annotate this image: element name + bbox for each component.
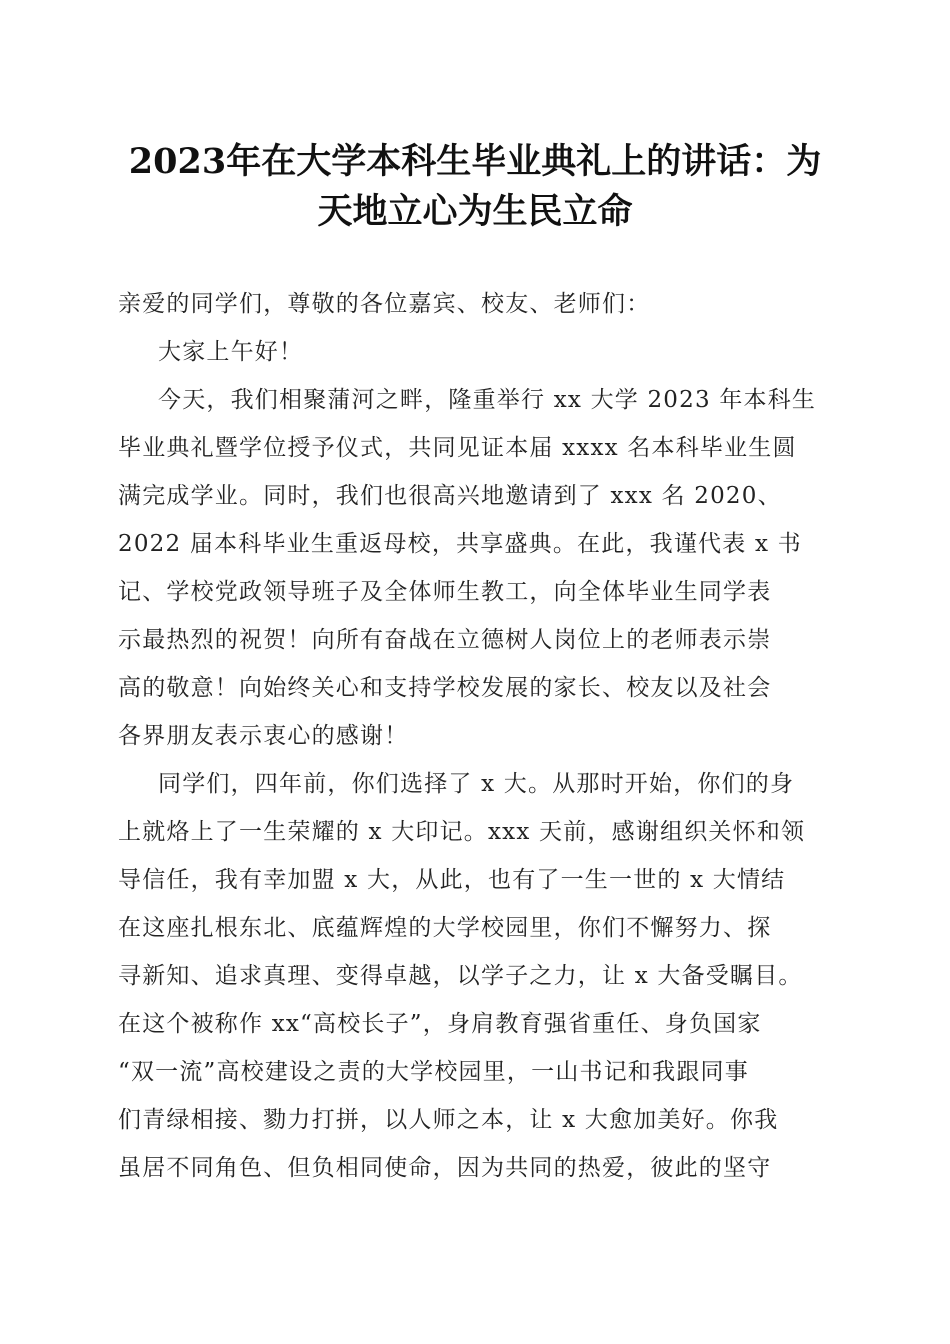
paragraph-line: “双一流”高校建设之责的大学校园里，一山书记和我跟同事 [118, 1059, 749, 1085]
paragraph-line: 导信任，我有幸加盟 x 大，从此，也有了一生一世的 x 大情结 [118, 867, 786, 893]
paragraph-line: 记、学校党政领导班子及全体师生教工，向全体毕业生同学表 [118, 579, 772, 605]
paragraph-line: 示最热烈的祝贺！向所有奋战在立德树人岗位上的老师表示崇 [118, 627, 772, 653]
paragraph-line: 在这个被称作 xx“高校长子”，身肩教育强省重任、身负国家 [118, 1011, 762, 1037]
paragraph-line: 今天，我们相聚蒲河之畔，隆重举行 xx 大学 2023 年本科生 [158, 387, 817, 413]
paragraph-line: 满完成学业。同时，我们也很高兴地邀请到了 xxx 名 2020、 [118, 483, 782, 509]
greeting-line: 大家上午好！ [158, 339, 304, 365]
paragraph-line: 虽居不同角色、但负相同使命，因为共同的热爱，彼此的坚守 [118, 1155, 772, 1181]
title-line-2: 天地立心为生民立命 [317, 191, 633, 232]
paragraph-line: 们青绿相接、勠力打拼，以人师之本，让 x 大愈加美好。你我 [118, 1107, 779, 1133]
paragraph-line: 寻新知、追求真理、变得卓越，以学子之力，让 x 大备受瞩目。 [118, 963, 803, 989]
paragraph-line: 在这座扎根东北、底蕴辉煌的大学校园里，你们不懈努力、探 [118, 915, 772, 941]
document-body [118, 280, 878, 1192]
paragraph-line: 2022 届本科毕业生重返母校，共享盛典。在此，我谨代表 x 书 [118, 531, 802, 557]
title-line-1: 2023年在大学本科生毕业典礼上的讲话：为 [128, 141, 822, 182]
document-title [100, 137, 850, 237]
paragraph-line: 上就烙上了一生荣耀的 x 大印记。xxx 天前，感谢组织关怀和领 [118, 819, 806, 845]
paragraph-line: 毕业典礼暨学位授予仪式，共同见证本届 xxxx 名本科毕业生圆 [118, 435, 797, 461]
salutation-line: 亲爱的同学们，尊敬的各位嘉宾、校友、老师们： [118, 291, 651, 317]
paragraph-line: 各界朋友表示衷心的感谢！ [118, 723, 409, 749]
paragraph-line: 高的敬意！向始终关心和支持学校发展的家长、校友以及社会 [118, 675, 772, 701]
paragraph-line: 同学们，四年前，你们选择了 x 大。从那时开始，你们的身 [158, 771, 795, 797]
